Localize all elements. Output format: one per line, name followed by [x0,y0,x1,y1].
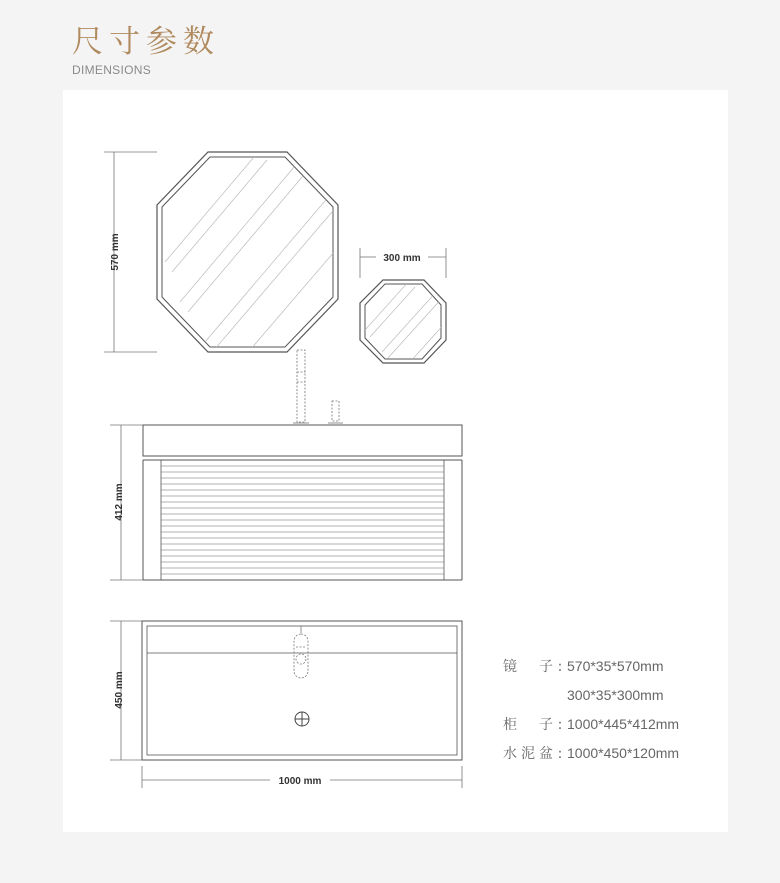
spec-label-mirror: 镜 子 [503,659,553,675]
spec-row-cabinet [503,710,679,739]
spec-label-cabinet: 柜 子 [503,717,553,733]
drain-icon [295,712,309,726]
dim-label-mirror-small-width: 300 mm [383,253,421,264]
spec-label-basin: 水泥盆 [503,746,553,762]
dim-label-width: 1000 mm [278,776,322,787]
spec-separator: : [557,746,563,762]
cabinet-slats [161,466,444,574]
mirror-large [157,150,340,352]
dim-label-mirror-large-height: 570 mm [110,233,121,271]
spec-row-basin [503,739,679,768]
page-title: 尺寸参数 [72,24,220,60]
dim-label-basin-depth: 450 mm [114,671,125,709]
spec-list [503,652,679,768]
dim-label-cabinet-height: 412 mm [114,483,125,521]
basin-faucet-outline [294,634,308,678]
basin-top [142,621,462,760]
spec-separator: : [557,659,563,675]
mirror-small [360,280,446,363]
spec-value-cabinet: 1000*445*412mm [567,716,680,732]
page-subtitle: DIMENSIONS [72,63,152,77]
spec-row-mirror [503,652,679,681]
spec-separator: : [557,717,563,733]
cabinet-front [143,425,462,580]
spec-row-mirror-small [503,681,679,710]
spec-value-mirror-small: 300*35*300mm [567,687,664,703]
spec-value-mirror-large: 570*35*570mm [567,658,664,674]
faucet-outline [297,350,339,422]
spec-value-basin: 1000*450*120mm [567,745,680,761]
